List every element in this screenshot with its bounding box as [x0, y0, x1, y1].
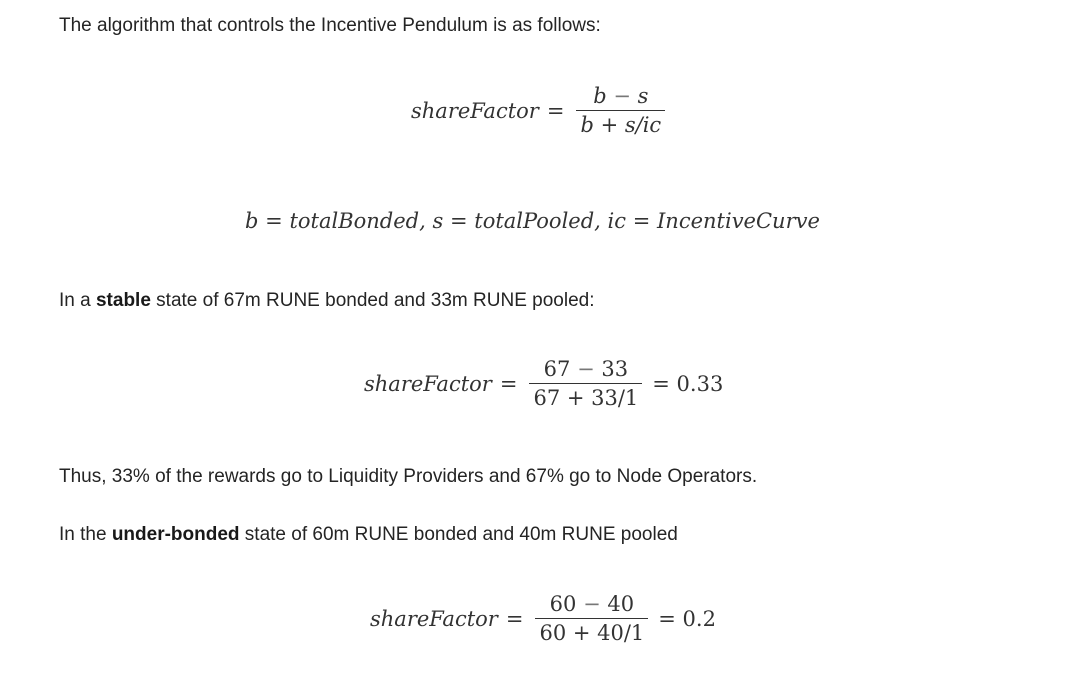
under-bonded-prefix: In the: [59, 524, 112, 545]
under-bonded-bold: under-bonded: [111, 524, 240, 545]
formula-denominator: b + s/ic: [580, 113, 662, 137]
numerator-minus: −: [613, 84, 631, 108]
under-bonded-num-b: 40: [607, 592, 635, 616]
def-ic-equals: =: [632, 209, 651, 233]
def-b-value: totalBonded,: [289, 209, 426, 233]
under-bonded-numerator: [546, 590, 638, 618]
stable-paragraph: [59, 289, 594, 313]
formula-equals: =: [546, 98, 565, 123]
formula-fraction: [576, 82, 665, 139]
under-bonded-result: = 0.2: [658, 606, 716, 631]
formula-lhs: shareFactor: [411, 98, 539, 123]
under-bonded-paragraph: [59, 523, 678, 547]
def-ic-value: IncentiveCurve: [657, 209, 820, 233]
under-bonded-num-a: 60: [549, 592, 577, 616]
stable-fraction: [529, 355, 642, 412]
def-b-equals: =: [265, 209, 283, 233]
def-b-symbol: b: [245, 209, 259, 233]
intro-paragraph: The algorithm that controls the Incentive Pendulum is as follows:: [59, 15, 601, 36]
stable-prefix: In a: [59, 290, 96, 311]
under-bonded-suffix: state of 60m RUNE bonded and 40m RUNE pooled: [239, 524, 678, 545]
def-s-symbol: s: [432, 209, 444, 233]
stable-lhs: shareFactor: [364, 371, 492, 396]
def-s-equals: =: [449, 209, 468, 233]
numerator-s: s: [637, 84, 649, 108]
formula-numerator: [589, 82, 652, 110]
under-bonded-lhs: shareFactor: [370, 606, 498, 631]
stable-suffix: state of 67m RUNE bonded and 33m RUNE pooled:: [150, 290, 595, 311]
under-bonded-formula: [370, 590, 716, 647]
share-factor-formula: [411, 82, 675, 139]
thus-paragraph: Thus, 33% of the rewards go to Liquidity Providers and 67% go to Node Operators.: [59, 466, 758, 487]
under-bonded-num-minus: −: [583, 592, 601, 616]
stable-denominator: 67 + 33/1: [533, 386, 639, 410]
stable-bold: stable: [95, 290, 151, 311]
stable-equals: =: [499, 371, 518, 396]
numerator-b: b: [593, 84, 607, 108]
stable-num-minus: −: [577, 357, 595, 381]
stable-num-a: 67: [543, 357, 571, 381]
under-bonded-fraction: [535, 590, 648, 647]
stable-numerator: [540, 355, 632, 383]
variable-definitions: [245, 209, 820, 233]
under-bonded-denominator: 60 + 40/1: [539, 621, 645, 645]
stable-num-b: 33: [601, 357, 629, 381]
def-s-value: totalPooled,: [474, 209, 601, 233]
stable-result: = 0.33: [652, 371, 724, 396]
def-ic-symbol: ic: [607, 209, 627, 233]
stable-formula: [364, 355, 723, 412]
under-bonded-equals: =: [505, 606, 524, 631]
